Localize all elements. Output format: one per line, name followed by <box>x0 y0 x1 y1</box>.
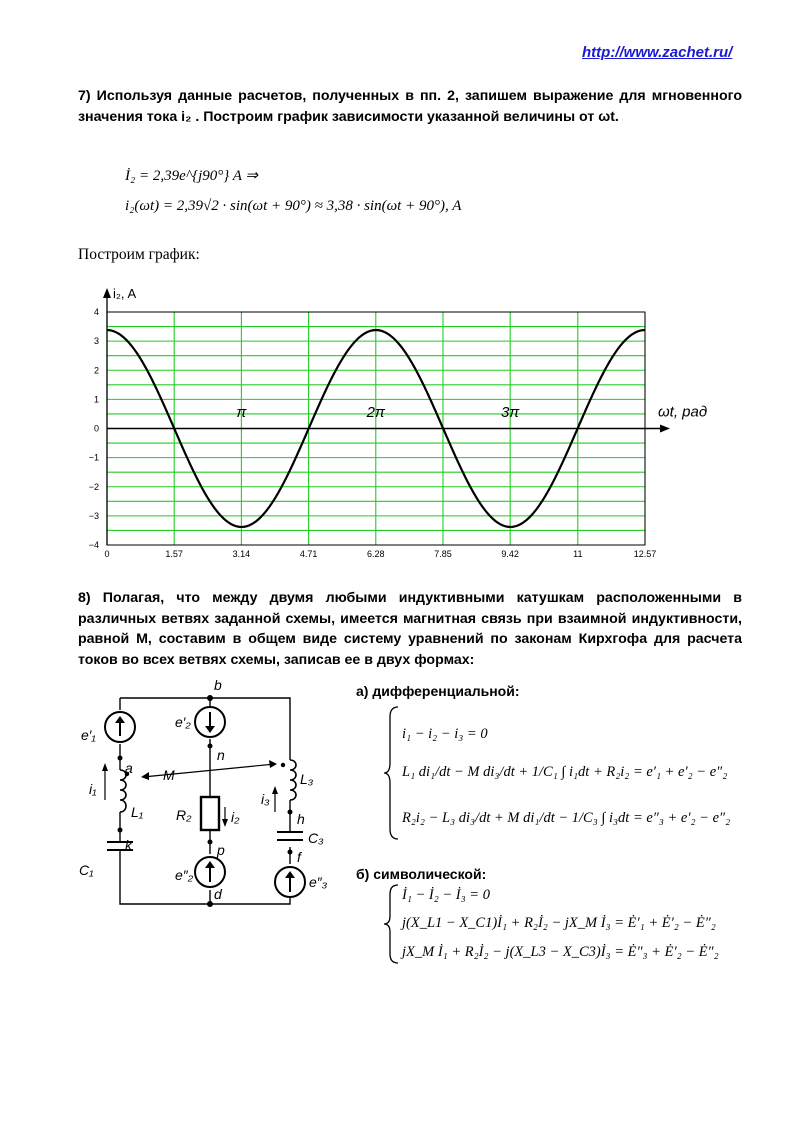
x-tick-label: 6.28 <box>367 549 385 559</box>
inductor-L3 <box>290 760 296 800</box>
label-f: f <box>297 849 301 865</box>
y-tick-label: 0 <box>93 423 99 434</box>
label-e2-prime: e′₂ <box>175 714 191 730</box>
chart-annotations <box>236 404 520 421</box>
sym-eq-3: jX_M İ₁ + R₂İ₂ − j(X_L3 − X_C3)İ₃ = Ė″₃ + Ė′₂ − Ė″₂ <box>402 944 719 960</box>
x-tick-label: 3.14 <box>232 549 251 559</box>
y-axis-label: i₂, A <box>113 286 137 301</box>
node-k <box>118 828 123 833</box>
annotation-label: π <box>236 403 247 421</box>
label-n: n <box>217 747 225 763</box>
label-i1: i₁ <box>89 781 97 797</box>
annotation-label: 3π <box>500 403 520 421</box>
label-p: p <box>217 842 225 858</box>
section8-number: 8) <box>78 590 91 606</box>
label-e1: e′₁ <box>81 727 96 743</box>
annotation-label: 2π <box>366 403 385 421</box>
node-d <box>207 901 213 907</box>
label-C1: C₁ <box>79 862 94 878</box>
label-differential: а) дифференциальной: <box>356 683 520 699</box>
diff-eq-2: L₁ di₁/dt − M di₃/dt + 1/C₁ ∫ i₁dt + R₂i₂ = e′₁ + e′₂ − e″₂ <box>402 764 728 780</box>
node-a <box>118 756 123 761</box>
y-tick-label: −4 <box>88 540 99 550</box>
sym-eq-2: j(X_L1 − X_C1)İ₁ + R₂İ₂ − jX_M İ₃ = Ė′₁ + Ė′₂ − Ė″₂ <box>402 915 716 931</box>
label-L3: L₃ <box>300 771 314 787</box>
label-k: k <box>125 837 132 853</box>
y-tick-label: 4 <box>93 307 99 317</box>
brace-symbolic <box>384 882 404 966</box>
diff-eq-1: i₁ − i₂ − i₃ = 0 <box>402 726 488 742</box>
formula-instant: i₂(ωt) = 2,39√2 · sin(ωt + 90°) ≈ 3,38 · sin(ωt + 90°), A <box>125 198 462 214</box>
y-tick-label: 2 <box>93 365 99 376</box>
x-tick-label: 1.57 <box>165 549 183 559</box>
label-a: a <box>125 760 133 776</box>
source-e1 <box>105 712 135 742</box>
inductor-L1 <box>120 770 126 812</box>
x-tick-label: 0 <box>104 549 110 559</box>
node-n <box>208 744 213 749</box>
section7-number: 7) <box>78 88 91 104</box>
label-L1: L₁ <box>131 804 144 820</box>
label-h: h <box>297 811 305 827</box>
sine-chart <box>70 280 730 570</box>
y-tick-label: −3 <box>88 510 99 521</box>
label-i2: i₂ <box>231 809 240 825</box>
node-f <box>288 850 293 855</box>
node-h <box>288 810 293 815</box>
x-tick-label: 12.57 <box>633 549 657 559</box>
formula-phasor: İ₂ = 2,39e^{j90°} A ⇒ <box>125 168 258 184</box>
diff-eq-3: R₂i₂ − L₃ di₃/dt + M di₁/dt − 1/C₃ ∫ i₃dt = e″₃ + e′₂ − e″₂ <box>402 810 731 826</box>
node-p <box>208 840 213 845</box>
x-axis-label: ωt, рад <box>658 403 708 421</box>
circuit-diagram <box>75 672 345 912</box>
label-i3: i₃ <box>261 791 270 807</box>
label-e2-double-prime: e″₂ <box>175 867 194 883</box>
x-axis-arrow <box>660 425 670 433</box>
y-axis-arrow <box>103 288 111 298</box>
dot-L3 <box>281 763 285 767</box>
section8-text <box>78 588 742 670</box>
resistor-R2 <box>201 797 219 830</box>
plot-caption: Построим график: <box>78 246 200 263</box>
y-tick-label: 3 <box>93 336 99 347</box>
label-C3: C₃ <box>308 830 324 846</box>
y-tick-label: 1 <box>93 394 99 405</box>
x-tick-label: 9.42 <box>501 549 519 559</box>
site-url[interactable]: http://www.zachet.ru/ <box>582 44 733 61</box>
label-M: M <box>163 767 175 783</box>
x-tick-label: 7.85 <box>434 549 452 559</box>
sym-eq-1: İ₁ − İ₂ − İ₃ = 0 <box>402 887 490 903</box>
x-tick-label: 4.71 <box>299 549 318 559</box>
section7-text <box>78 86 742 127</box>
node-b <box>207 695 213 701</box>
y-tick-label: −1 <box>88 452 99 463</box>
y-tick-label: −2 <box>88 481 99 492</box>
capacitor-C3 <box>277 832 303 840</box>
label-symbolic: б) символической: <box>356 866 487 882</box>
source-e2-double-prime <box>195 857 225 887</box>
chart-axes <box>103 286 707 545</box>
section8-body: Полагая, что между двумя любыми индуктивными катушкам расположенными в различных ветвях заданной схемы, имеется магнитная связь при взаимной индуктивности, равной M, составим в общем виде систему уравнений по законам Кирхгофа для расчета токов во всех ветвях схемы, записав ее в двух формах: <box>78 590 742 668</box>
label-d: d <box>214 886 222 902</box>
label-e3: e″₃ <box>309 874 328 890</box>
brace-differential <box>384 703 404 843</box>
label-b: b <box>214 677 222 693</box>
source-e3 <box>275 867 305 897</box>
x-tick-label: 11 <box>573 549 583 559</box>
section7-body: Используя данные расчетов, полученных в пп. 2, запишем выражение для мгновенного значения тока i₂ . Построим график зависимости указанной величины от ωt. <box>78 88 743 125</box>
source-e2-prime <box>195 707 225 737</box>
label-R2: R₂ <box>176 807 192 823</box>
